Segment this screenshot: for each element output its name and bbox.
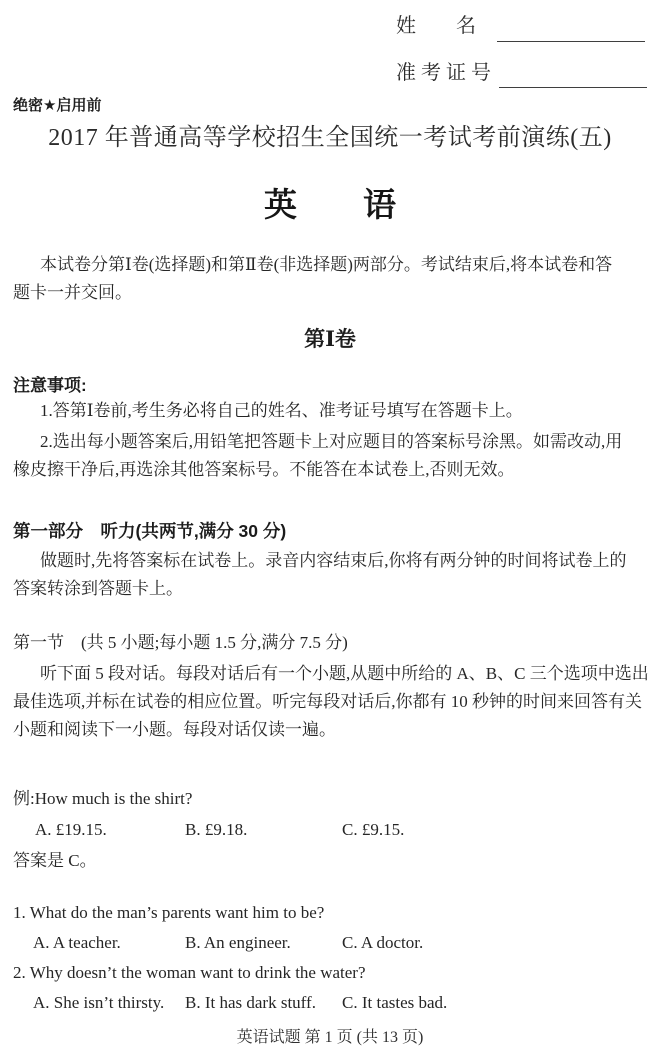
notes-heading: 注意事项: bbox=[13, 376, 87, 395]
example-question bbox=[13, 783, 647, 876]
listening-instructions bbox=[13, 547, 647, 603]
page-footer: 英语试题 第 1 页 (共 13 页) bbox=[236, 1029, 424, 1046]
notes-item-2-line: 橡皮擦干净后,再选涂其他答案标号。不能答在本试卷上,否则无效。 bbox=[13, 460, 515, 479]
admission-number-blank-line bbox=[499, 87, 647, 88]
example-option-b: B. £9.18. bbox=[185, 820, 248, 839]
listening-part1-heading: 第一节 (共 5 小题;每小题 1.5 分,满分 7.5 分) bbox=[13, 633, 348, 652]
question-2-prompt: 2. Why doesn’t the woman want to drink the water? bbox=[13, 963, 366, 982]
listening-part1-instructions-line: 听下面 5 段对话。每段对话后有一个小题,从题中所给的 A、B、C 三个选项中选出 bbox=[40, 664, 649, 683]
question-1-prompt: 1. What do the man’s parents want him to be? bbox=[13, 903, 325, 922]
admission-number-field-label: 准考证号 bbox=[396, 62, 496, 84]
listening-part1-instructions-line: 小题和阅读下一小题。每段对话仅读一遍。 bbox=[13, 720, 336, 739]
question-2-options-row bbox=[13, 988, 647, 1018]
example-options-row bbox=[13, 814, 647, 845]
notes-item-2 bbox=[13, 428, 647, 484]
security-classification-label: 绝密★启用前 bbox=[13, 97, 102, 114]
intro-line: 题卡一并交回。 bbox=[13, 283, 132, 302]
intro-line: 本试卷分第Ⅰ卷(选择题)和第Ⅱ卷(非选择题)两部分。考试结束后,将本试卷和答 bbox=[40, 255, 613, 274]
question-1-option-b: B. An engineer. bbox=[185, 933, 291, 952]
question-1-options-row bbox=[13, 928, 647, 958]
question-1-option-a: A. A teacher. bbox=[33, 933, 121, 952]
volume-1-title: 第Ⅰ卷 bbox=[304, 327, 356, 351]
listening-part1-instructions bbox=[13, 660, 647, 744]
exam-session-title: 2017 年普通高等学校招生全国统一考试考前演练(五) bbox=[48, 125, 612, 151]
subject-title: 英 语 bbox=[264, 186, 396, 223]
question-2-option-c: C. It tastes bad. bbox=[342, 993, 448, 1012]
listening-questions bbox=[13, 898, 647, 1018]
notes-item-2-line: 2.选出每小题答案后,用铅笔把答题卡上对应题目的答案标号涂黑。如需改动,用 bbox=[40, 432, 623, 451]
notes-item-1: 1.答第Ⅰ卷前,考生务必将自己的姓名、准考证号填写在答题卡上。 bbox=[40, 401, 523, 420]
listening-instructions-line: 做题时,先将答案标在试卷上。录音内容结束后,你将有两分钟的时间将试卷上的 bbox=[40, 551, 627, 570]
example-prompt: 例:How much is the shirt? bbox=[13, 789, 193, 808]
question-2-option-b: B. It has dark stuff. bbox=[185, 993, 316, 1012]
name-blank-line bbox=[497, 41, 645, 42]
question-1-option-c: C. A doctor. bbox=[342, 933, 424, 952]
listening-part1-instructions-line: 最佳选项,并标在试卷的相应位置。听完每段对话后,你都有 10 秒钟的时间来回答有关 bbox=[13, 692, 642, 711]
example-option-c: C. £9.15. bbox=[342, 820, 405, 839]
question-2-option-a: A. She isn’t thirsty. bbox=[33, 993, 165, 1012]
intro-paragraph bbox=[13, 251, 647, 307]
name-field-label: 姓 名 bbox=[396, 15, 476, 37]
example-option-a: A. £19.15. bbox=[35, 820, 107, 839]
example-answer-note: 答案是 C。 bbox=[13, 851, 97, 870]
listening-section-heading: 第一部分 听力(共两节,满分 30 分) bbox=[13, 521, 287, 541]
listening-instructions-line: 答案转涂到答题卡上。 bbox=[13, 579, 183, 598]
